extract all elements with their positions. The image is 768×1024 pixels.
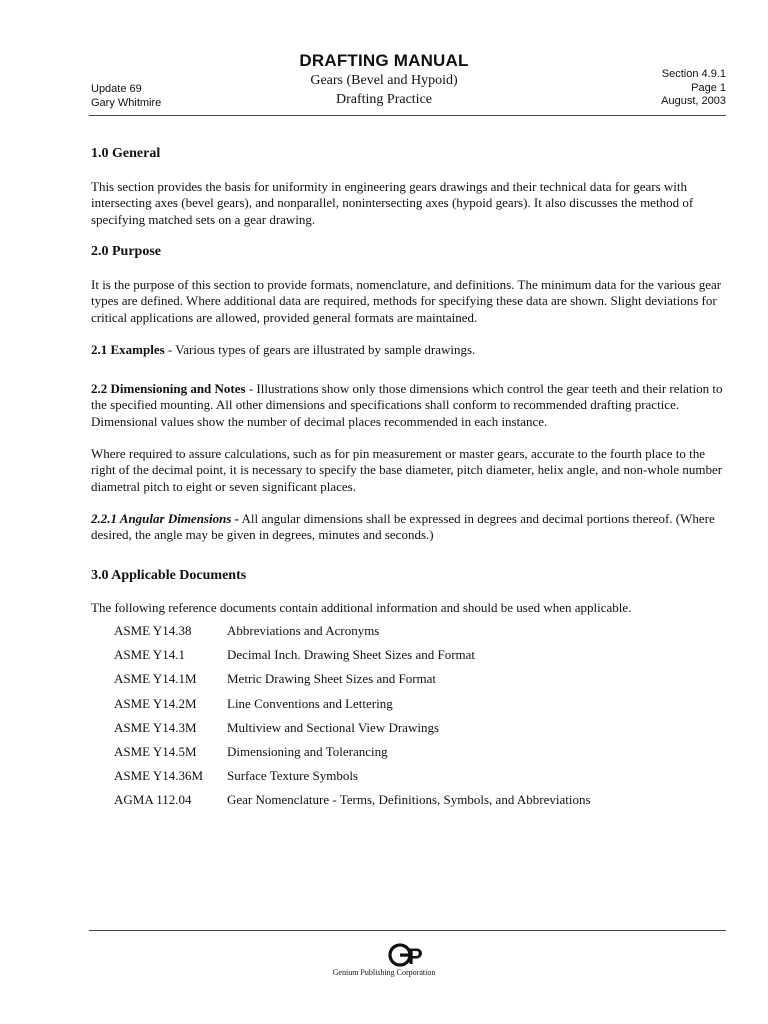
document-code: ASME Y14.3M [114, 719, 197, 735]
logo-lettering: P [408, 944, 423, 967]
document-code: ASME Y14.1 [114, 647, 186, 663]
document-row [114, 670, 591, 694]
document-title: Surface Texture Symbols [227, 768, 358, 784]
manual-title: DRAFTING MANUAL [299, 51, 469, 70]
dimensioning-paragraph [91, 381, 731, 430]
header-left-block [91, 83, 161, 110]
document-code: ASME Y14.2M [114, 695, 197, 711]
examples-text: - Various types of gears are illustrated by sample drawings. [164, 342, 476, 357]
document-title: Gear Nomenclature - Terms, Definitions, Symbols, and Abbreviations [227, 792, 591, 808]
section-heading-purpose: 2.0 Purpose [91, 244, 161, 259]
examples-paragraph [91, 342, 731, 358]
publisher-logo [386, 943, 446, 967]
document-subtitle-2: Drafting Practice [335, 92, 432, 107]
document-code: ASME Y14.36M [114, 768, 204, 784]
publisher-name: Genium Publishing Corporation [332, 968, 436, 977]
angular-label: 2.2.1 Angular Dimensions - [91, 511, 239, 526]
document-code: ASME Y14.1M [114, 671, 197, 687]
document-code: ASME Y14.5M [114, 743, 197, 759]
document-date: August, 2003 [661, 95, 726, 107]
document-title: Dimensioning and Tolerancing [227, 743, 388, 759]
dimensioning-text: - Illustrations show only those dimensions which control the gear teeth and their relation to the specified mounting. All other dimensions and specifications shall conform to recommended drafting practice. Dimensional values show the number of decimal places recommended in each instance. [91, 381, 723, 429]
document-title: Line Conventions and Lettering [227, 695, 393, 711]
document-title: Abbreviations and Acronyms [227, 623, 380, 638]
author-name: Gary Whitmire [91, 96, 162, 109]
section-heading-general: 1.0 General [91, 146, 161, 161]
page-number: Page 1 [691, 81, 726, 94]
examples-label: 2.1 Examples [91, 342, 165, 357]
document-code: AGMA 112.04 [114, 792, 192, 808]
document-row [114, 646, 591, 670]
document-row [114, 719, 591, 743]
calculation-paragraph: Where required to assure calculations, such as for pin measurement or master gears, accurate to the fourth place to the right of the decimal point, it is necessary to specify the base diameter, pitch diameter, helix angle, and non-whole number diametral pitch to eight or seven significant places. [91, 446, 723, 494]
angular-paragraph [91, 511, 731, 544]
footer-divider [89, 930, 726, 931]
document-row [114, 743, 591, 767]
section-heading-documents: 3.0 Applicable Documents [91, 568, 247, 583]
document-subtitle: Gears (Bevel and Hypoid) [310, 73, 458, 88]
documents-intro: The following reference documents contain additional information and should be used when applicable. [91, 600, 632, 615]
general-paragraph: This section provides the basis for uniformity in engineering gears drawings and their technical data for gears with intersecting axes (bevel gears), and nonparallel, nonintersecting axes (hypoid gears). It also discusses the method of specifying matched sets on a gear drawing. [91, 179, 694, 227]
documents-list [114, 622, 591, 816]
document-code: ASME Y14.38 [114, 623, 192, 638]
document-row [114, 767, 591, 791]
header-divider [89, 115, 726, 116]
document-row [114, 695, 591, 719]
document-row [114, 622, 591, 646]
dimensioning-label: 2.2 Dimensioning and Notes [91, 381, 246, 396]
document-title: Decimal Inch. Drawing Sheet Sizes and Format [227, 647, 476, 663]
document-title: Metric Drawing Sheet Sizes and Format [227, 671, 437, 687]
update-number: Update 69 [91, 83, 142, 95]
document-title: Multiview and Sectional View Drawings [227, 719, 439, 735]
document-row [114, 791, 591, 815]
header-right-block [661, 68, 726, 109]
section-number: Section 4.9.1 [661, 68, 726, 80]
angular-text: All angular dimensions shall be expressed in degrees and decimal portions thereof. (Where desired, the angle may be given in degrees, minutes and seconds.) [91, 511, 715, 543]
purpose-paragraph: It is the purpose of this section to provide formats, nomenclature, and definitions. The minimum data for the various gear types are defined. Where additional data are required, methods for specifying these data are shown. Slight deviations for critical applications are allowed, provided general formats are maintained. [91, 277, 722, 325]
